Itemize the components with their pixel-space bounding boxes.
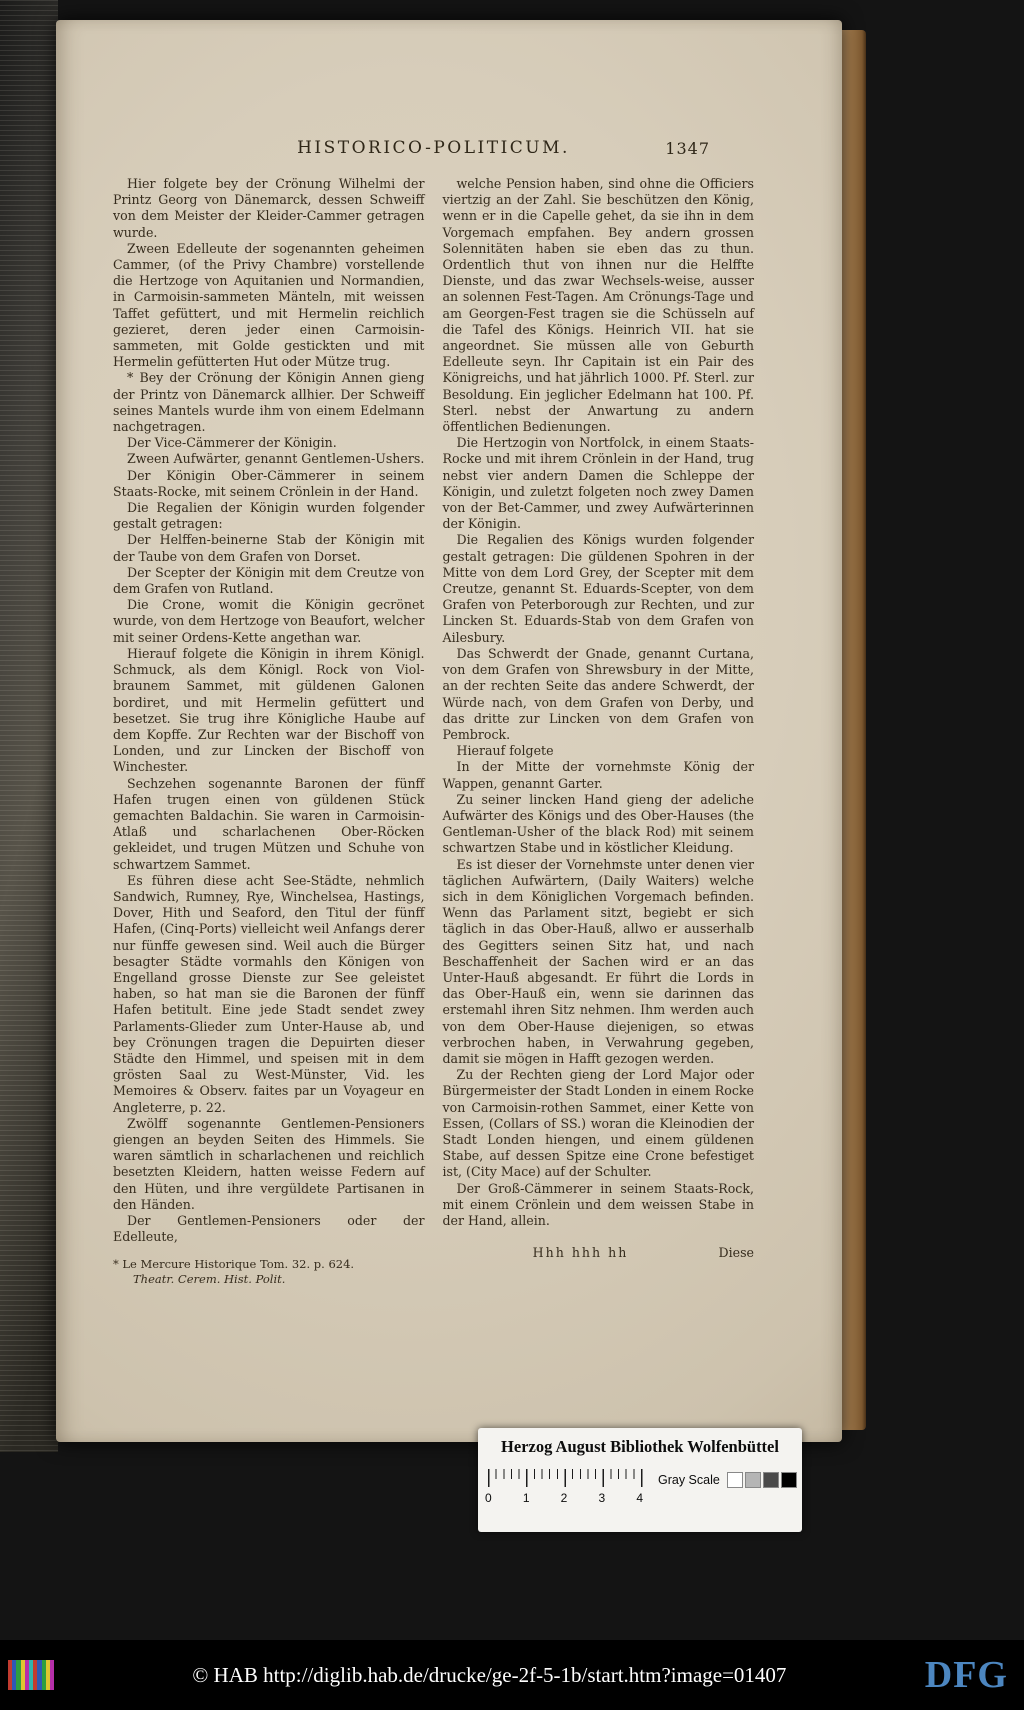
paragraph: Zu seiner lincken Hand gieng der adeliche Aufwärter des Königs und des Ober-Hauses (the Gentleman-Usher of the black Rod) mit seinem schwartzen Stabe und in köstlicher Kleidung. — [442, 791, 754, 856]
gray-patch — [727, 1472, 743, 1488]
ruler-number: 1 — [522, 1491, 530, 1505]
calibration-row — [485, 1469, 792, 1505]
footnote: * Le Mercure Historique Tom. 32. p. 624. — [113, 1257, 355, 1272]
signature-mark: Hhh hhh hh — [532, 1245, 629, 1261]
paragraph: Es führen diese acht See-Städte, nehmlich Sandwich, Rumney, Rye, Winchelsea, Hastings, Dover, Hith und Seaford, den Titul der fünff Hafen, (Cinq-Ports) vielleicht weil Anfangs derer nur fünffe gewesen sind. Weil auch die Bürger besagter Städte vormahls den Königen von Engelland grosse Dienste zur See geleistet haben, so hat man sie die Baronen der fünff Hafen betitult. Eine jede Stadt sendet zwey Parlaments-Glieder zum Unter-Hause ab, und bey Crönungen tragen die Depuirten dieser Städte den Himmel, und speisen mit in dem grösten Saal zu West-Münster, Vid. les Memoires & Observ. faites par un Voyageur en Angleterre, p. 22. — [113, 872, 425, 1115]
paragraph: Der Helffen-beinerne Stab der Königin mit der Taube von dem Grafen von Dorset. — [113, 532, 425, 564]
color-barcode-icon — [8, 1660, 54, 1690]
dfg-logo: DFG — [924, 1654, 1008, 1696]
page-content — [113, 138, 754, 1432]
paragraph: Sechzehen sogenannte Baronen der fünff Hafen trugen einen von güldenen Stück gemachten Baldachin. Sie waren in Carmoisin-Atlaß und scharlachenen Ober-Röcken gekleidet, und trugen Mützen und Schuhe von schwartzem Sammet. — [113, 775, 425, 872]
paragraph: welche Pension haben, sind ohne die Officiers viertzig an der Zahl. Sie beschützen den König, wenn er in die Capelle gehet, da sie ihn in dem Vorgemach empfahen. Bey andern grossen Solennitäten haben sie eben das zu thun. Ordentlich thut von ihnen nur die Helffte Dienste, und das zwar Wechsels-weise, ausser an solennen Fest-Tagen. Am Crönungs-Tage und am Georgen-Fest tragen sie die Schüsseln auf die Tafel des Königs. Heinrich VII. hat sie angeordnet. Sie müssen alle von Geburth Edelleute seyn. Ihr Capitain ist ein Pair des Königreichs, und hat jährlich 1000. Pf. Sterl. zur Besoldung. Ein jeglicher Edelmann hat 100. Pf. Sterl. nebst der Anwartung zu andern öffentlichen Bedienungen. — [442, 176, 754, 435]
paragraph: Zween Edelleute der sogenannten geheimen Cammer, (of the Privy Chambre) vorstellende die Hertzoge von Aquitanien und Normandien, in Carmoisin-sammeten Mänteln, mit weissen Taffet gefüttert, und mit Hermelin reichlich gezieret, deren jeder einen Carmoisin-sammeten, mit Golde gestickten und mit Hermelin gefütterten Hut oder Mütze trug. — [113, 240, 425, 370]
book-spine-edge — [0, 0, 58, 1452]
book-page — [56, 20, 842, 1442]
paragraph: Hier folgete bey der Crönung Wilhelmi der Printz Georg von Dänemarck, dessen Schweiff von dem Meister der Kleider-Cammer getragen wurde. — [113, 176, 425, 240]
ruler-number: 4 — [636, 1491, 643, 1505]
paragraph: Zu der Rechten gieng der Lord Major oder Bürgermeister der Stadt Londen in einem Rocke von Carmoisin-rothen Sammet, einer Kette von Essen, (Collars of SS.) woran die Kleinodien der Stadt Londen hiengen, und einem güldenen Stabe, auf dessen Spitze eine Crone befestiget ist, (City Mace) auf der Schulter. — [442, 1067, 754, 1180]
right-column-text — [443, 176, 755, 1229]
paragraph: Die Regalien des Königs wurden folgender gestalt getragen: Die güldenen Spohren in der Mitte von dem Lord Grey, der Scepter mit dem Creutze, genannt St. Eduards-Scepter, von dem Grafen von Peterborough zur Rechten, und zur Lincken St. Eduards-Stab von dem Grafen von Ailesbury. — [442, 532, 754, 645]
paragraph: Der Groß-Cämmerer in seinem Staats-Rock, mit einem Crönlein und dem weissen Stabe in der Hand, allein. — [442, 1180, 754, 1228]
footnote-block — [113, 1257, 425, 1286]
paragraph: * Bey der Crönung der Königin Annen gieng der Printz von Dänemarck allhier. Der Schweiff seines Mantels wurde ihm von einem Edelmann nachgetragen. — [113, 370, 425, 435]
ruler-scale — [485, 1469, 650, 1505]
paragraph: Der Gentlemen-Pensioners oder der Edelleute, — [113, 1213, 425, 1245]
paragraph: Die Crone, womit die Königin gecrönet wurde, von dem Hertzoge von Beaufort, welcher mit seiner Ordens-Kette angethan war. — [113, 597, 425, 645]
ruler-numbers — [485, 1491, 643, 1505]
running-head — [113, 138, 754, 168]
paragraph: Die Hertzogin von Nortfolck, in einem Staats-Rocke und mit ihrem Crönlein in der Hand, trug nebst vier andern Damen die Schleppe der Königin, und zuletzt folgeten noch zwey Damen von der Bet-Cammer, und zwey Aufwärterinnen der Königin. — [442, 435, 754, 532]
paragraph: Der Vice-Cämmerer der Königin. — [127, 435, 337, 451]
left-column — [113, 176, 425, 1286]
paragraph: Zwölff sogenannte Gentlemen-Pensioners giengen an beyden Seiten des Himmels. Sie waren sämtlich in scharlachenen und reichlich besetzten Kleidern, hatten weisse Federn auf den Hüten, und ihre vergüldete Partisanen in den Händen. — [113, 1115, 425, 1212]
catchword: Diese — [718, 1245, 754, 1261]
gray-scale — [658, 1472, 792, 1488]
paragraph: Die Regalien der Königin wurden folgender gestalt getragen: — [113, 500, 425, 532]
ruler-ticks — [488, 1469, 643, 1487]
left-column-text — [113, 176, 425, 1245]
signature-row — [443, 1245, 755, 1260]
gray-scale-patches — [727, 1472, 797, 1488]
page-title: HISTORICO-POLITICUM. — [297, 138, 570, 158]
ruler-number: 3 — [598, 1491, 606, 1505]
footer-bar — [0, 1640, 1024, 1710]
paragraph: Es ist dieser der Vornehmste unter denen vier täglichen Aufwärtern, (Daily Waiters) welche sich in dem Königlichen Vorgemach befinden. Wenn das Parlament sitzt, begiebt er sich täglich in das Ober-Hauß, allwo er ausserhalb des Gegitters seinen Sitz hat, und nach Beschaffenheit der Sachen wird er an das Unter-Hauß abgesandt. Er führt die Lords in das Ober-Hauß ein, wenn sie darinnen das erstemahl ihren Sitz nehmen. Ihm werden auch von dem Ober-Hause diejenigen, so etwas verbrochen haben, in Verwahrung gegeben, damit sie mögen in Hafft gezogen werden. — [442, 856, 754, 1066]
gray-patch — [745, 1472, 761, 1488]
ruler-number: 0 — [485, 1491, 492, 1505]
library-name: Herzog August Bibliothek Wolfenbüttel — [501, 1437, 779, 1456]
footnote: Theatr. Cerem. Hist. Polit. — [133, 1271, 286, 1286]
copyright-url: © HAB http://diglib.hab.de/drucke/ge-2f-5-1b/start.htm?image=01407 — [192, 1662, 787, 1687]
paragraph: Der Scepter der Königin mit dem Creutze von dem Grafen von Rutland. — [113, 564, 425, 597]
gray-scale-label: Gray Scale — [658, 1473, 720, 1487]
paragraph: In der Mitte der vornehmste König der Wappen, genannt Garter. — [442, 759, 754, 791]
paragraph: Der Königin Ober-Cämmerer in seinem Staats-Rocke, mit seinem Crönlein in der Hand. — [113, 467, 425, 499]
paragraph: Hierauf folgete — [456, 743, 554, 759]
text-columns — [113, 176, 754, 1286]
calibration-card — [478, 1428, 802, 1532]
gray-patch — [763, 1472, 779, 1488]
paragraph: Zween Aufwärter, genannt Gentlemen-Ushers. — [127, 451, 425, 467]
page-block-edge — [840, 30, 866, 1430]
ruler-number: 2 — [560, 1491, 568, 1505]
right-column — [443, 176, 755, 1286]
paragraph: Hierauf folgete die Königin in ihrem Königl. Schmuck, als dem Königl. Rock von Viol-braunem Sammet, mit güldenen Galonen bordiret, und mit Hermelin gefüttert und besetzet. Sie trug ihre Königliche Haube auf dem Kopffe. Zur Rechten war der Bischoff von Londen, und zur Lincken der Bischoff von Winchester. — [113, 645, 425, 775]
page-number: 1347 — [665, 139, 710, 158]
gray-patch — [781, 1472, 797, 1488]
paragraph: Das Schwerdt der Gnade, genannt Curtana, von dem Grafen von Shrewsbury in der Mitte, an der rechten Seite das andere Schwerdt, der Würde nach, von dem Grafen von Derby, und das dritte zur Lincken von dem Grafen von Pembrock. — [442, 645, 754, 742]
